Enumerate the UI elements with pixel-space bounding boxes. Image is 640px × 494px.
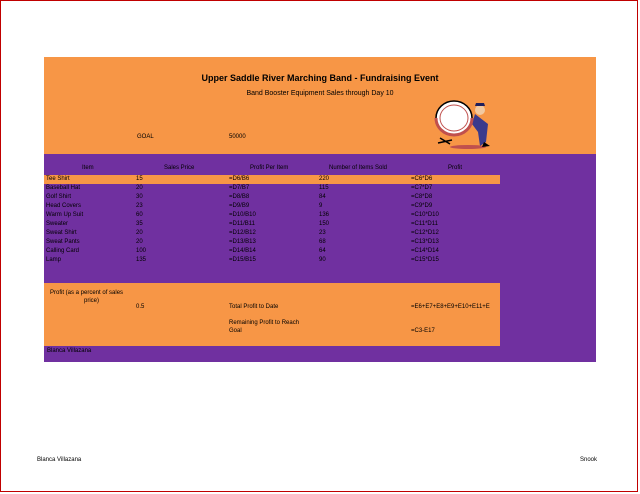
remaining-profit-label-cont: Goal	[229, 328, 242, 334]
cell-profit: =C14*D14	[411, 248, 439, 254]
cell-profit-per-item: =D13/B13	[229, 239, 256, 245]
cell-items-sold: 136	[319, 212, 330, 218]
column-header-sales-price: Sales Price	[164, 165, 195, 171]
cell-profit-per-item: =D15/B15	[229, 257, 256, 263]
cell-sales-price: 20	[136, 230, 143, 236]
cell-profit: =C13*D13	[411, 239, 439, 245]
cell-item: Tee Shirt	[46, 176, 70, 182]
cell-item: Sweater	[46, 221, 69, 227]
cell-item: Sweat Shirt	[46, 230, 77, 236]
cell-profit: =C15*D15	[411, 257, 439, 263]
column-header-profit-per-item: Profit Per Item	[250, 165, 289, 171]
cell-item: Golf Shirt	[46, 194, 72, 200]
table-row[interactable]	[44, 247, 500, 256]
table-row[interactable]	[44, 238, 500, 247]
cell-items-sold: 220	[319, 176, 330, 182]
profit-percent-label-cont: price)	[84, 298, 100, 304]
cell-sales-price: 20	[136, 185, 143, 191]
table-row[interactable]	[44, 193, 500, 202]
table-row[interactable]	[44, 229, 500, 238]
cell-sales-price: 60	[136, 212, 143, 218]
cell-profit: =C9*D9	[411, 203, 433, 209]
cell-profit: =C12*D12	[411, 230, 439, 236]
cell-profit: =C7*D7	[411, 185, 433, 191]
drummer-clipart-icon	[428, 94, 492, 150]
cell-profit-per-item: =D11/B11	[229, 221, 255, 227]
spreadsheet	[44, 57, 596, 362]
cell-sales-price: 23	[136, 203, 143, 209]
footer-right: Snook	[580, 457, 598, 463]
cell-profit-per-item: =D12/B12	[229, 230, 256, 236]
table-row[interactable]	[44, 175, 500, 184]
total-profit-formula[interactable]: =E6+E7+E8+E9+E10+E11+E	[411, 304, 490, 310]
cell-profit-per-item: =D8/B8	[229, 194, 250, 200]
table-row[interactable]	[44, 184, 500, 193]
cell-items-sold: 150	[319, 221, 330, 227]
cell-item: Lamp	[46, 257, 62, 263]
cell-items-sold: 115	[319, 185, 329, 191]
table-row[interactable]	[44, 202, 500, 211]
cell-item: Calling Card	[46, 248, 80, 254]
cell-profit: =C11*D11	[411, 221, 438, 227]
cell-items-sold: 9	[319, 203, 323, 209]
column-header-profit: Profit	[448, 165, 463, 171]
column-header-item: Item	[82, 165, 94, 171]
cell-profit-per-item: =D6/B6	[229, 176, 250, 182]
cell-profit-per-item: =D9/B9	[229, 203, 250, 209]
cell-items-sold: 68	[319, 239, 326, 245]
column-header-items-sold: Number of Items Sold	[329, 165, 388, 171]
goal-value: 50000	[229, 134, 246, 140]
author-signature: Blanca Villazana	[47, 348, 92, 354]
cell-items-sold: 64	[319, 248, 326, 254]
cell-profit: =C10*D10	[411, 212, 439, 218]
footer-left: Blanca Villazana	[37, 457, 82, 463]
cell-item: Head Covers	[46, 203, 82, 209]
sheet-subtitle: Band Booster Equipment Sales through Day 10	[246, 90, 394, 97]
sheet-header	[44, 57, 596, 154]
cell-item: Sweat Pants	[46, 239, 80, 245]
cell-items-sold: 23	[319, 230, 326, 236]
remaining-profit-formula[interactable]: =C3-E17	[411, 328, 435, 334]
table-row[interactable]	[44, 220, 500, 229]
profit-percent-label: Profit (as a percent of sales	[50, 290, 124, 296]
sheet-title: Upper Saddle River Marching Band - Fundraising Event	[201, 73, 439, 83]
cell-sales-price: 100	[136, 248, 147, 254]
summary-block	[44, 283, 500, 346]
cell-profit-per-item: =D7/B7	[229, 185, 250, 191]
remaining-profit-label: Remaining Profit to Reach	[229, 320, 300, 326]
cell-item: Baseball Hat	[46, 185, 81, 191]
cell-item: Warm Up Suit	[46, 212, 84, 218]
cell-sales-price: 30	[136, 194, 143, 200]
profit-percent-value[interactable]: 0.5	[136, 304, 145, 310]
goal-label: GOAL	[137, 134, 154, 140]
cell-items-sold: 84	[319, 194, 326, 200]
cell-sales-price: 20	[136, 239, 143, 245]
total-profit-label: Total Profit to Date	[229, 304, 279, 310]
cell-sales-price: 35	[136, 221, 143, 227]
cell-profit-per-item: =D10/B10	[229, 212, 256, 218]
cell-sales-price: 135	[136, 257, 147, 263]
cell-profit: =C8*D8	[411, 194, 433, 200]
cell-profit-per-item: =D14/B14	[229, 248, 256, 254]
cell-items-sold: 90	[319, 257, 326, 263]
cell-sales-price: 15	[136, 176, 143, 182]
table-row[interactable]	[44, 211, 500, 220]
cell-profit: =C6*D6	[411, 176, 433, 182]
table-row[interactable]	[44, 256, 500, 265]
